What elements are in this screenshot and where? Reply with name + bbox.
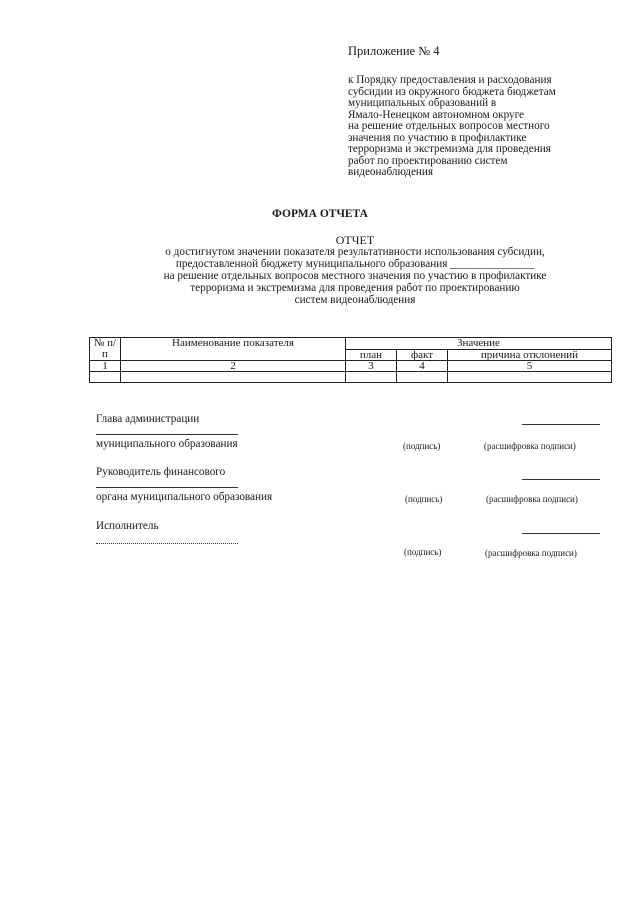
table-cell: 1 (90, 361, 121, 372)
appendix-line: Ямало-Ненецком автономном округе (348, 108, 525, 121)
signature-caption: (подпись) (403, 441, 441, 451)
signature-caption: (подпись) (404, 547, 442, 557)
fill-line (96, 543, 238, 544)
table-cell: 4 (397, 361, 448, 372)
table-cell (121, 372, 346, 383)
appendix-line: субсидии из окружного бюджета бюджетам (348, 85, 556, 98)
finance-title-line2: органа муниципального образования (96, 491, 273, 503)
col-fact-header: факт (397, 349, 448, 361)
appendix-line: на решение отдельных вопросов местного (348, 120, 550, 132)
appendix-line: к Порядку предоставления и расходования (348, 74, 552, 86)
appendix-description (348, 75, 618, 179)
table-row (90, 361, 612, 372)
head-title-line2: муниципального образования (96, 438, 238, 450)
appendix-line: видеонаблюдения (348, 166, 434, 178)
report-subtitle-line: систем видеонаблюдения (294, 294, 416, 306)
report-subtitle-line: на решение отдельных вопросов местного значения по участию в профилактике (163, 270, 547, 282)
appendix-line: терроризма и экстремизма для проведения (348, 143, 551, 155)
executor-title: Исполнитель (96, 520, 159, 532)
table-cell (448, 372, 612, 383)
fill-line (96, 434, 238, 435)
finance-title-line1: Руководитель финансового (96, 466, 226, 478)
fill-line (96, 487, 238, 488)
decode-caption: (расшифровка подписи) (485, 548, 577, 558)
report-subtitle-line: терроризма и экстремизма для проведения работ по проектированию (190, 282, 520, 294)
col-value-header: Значение (346, 338, 612, 350)
table-row (90, 372, 612, 383)
report-subtitle-line: предоставленной бюджету муниципального образования _______________ (175, 258, 535, 270)
appendix-title: Приложение № 4 (348, 44, 440, 58)
table-cell (346, 372, 397, 383)
table-cell: 3 (346, 361, 397, 372)
table-cell: 2 (121, 361, 346, 372)
signature-caption: (подпись) (405, 494, 443, 504)
col-number-header: № п/п (90, 338, 121, 361)
report-subtitle (100, 246, 610, 306)
decode-caption: (расшифровка подписи) (484, 441, 576, 451)
col-reason-header: причина отклонений (448, 349, 612, 361)
report-subtitle-line: о достигнутом значении показателя результативности использования субсидии, (165, 246, 545, 258)
form-title: ФОРМА ОТЧЕТА (272, 208, 368, 220)
table-cell (90, 372, 121, 383)
head-title-line1: Глава администрации (96, 413, 200, 425)
report-title: ОТЧЕТ (335, 233, 375, 247)
col-plan-header: план (346, 349, 397, 361)
appendix-line: значения по участию в профилактике (348, 131, 527, 144)
table-cell: 5 (448, 361, 612, 372)
report-table (89, 337, 612, 383)
table-header-row (90, 338, 612, 350)
fill-line (522, 424, 600, 425)
appendix-line: работ по проектированию систем (348, 154, 508, 167)
table-cell (397, 372, 448, 383)
appendix-line: муниципальных образований в (348, 97, 497, 109)
fill-line (522, 533, 600, 534)
col-name-header: Наименование показателя (121, 338, 346, 361)
fill-line (522, 479, 600, 480)
decode-caption: (расшифровка подписи) (486, 494, 578, 504)
